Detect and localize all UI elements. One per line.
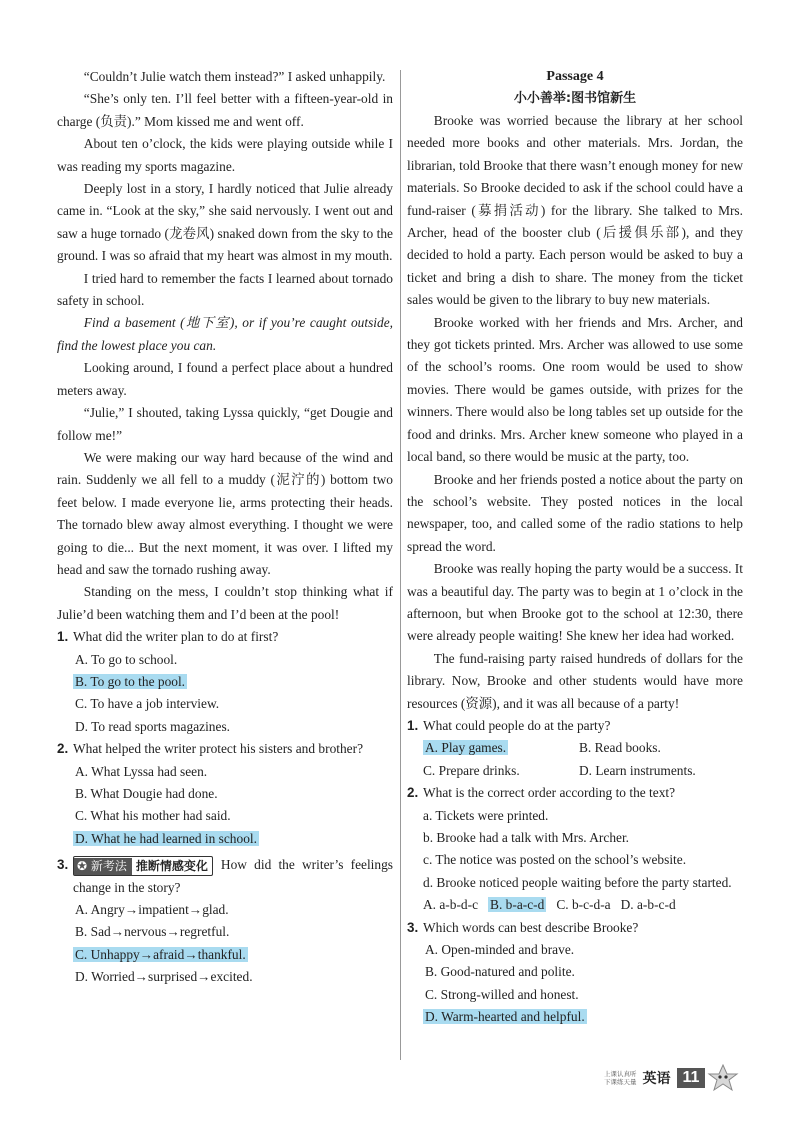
paragraph: About ten o’clock, the kids were playing outside while I was reading my sports magazine. <box>57 136 393 174</box>
question-text: What helped the writer protect his sisters and brother? <box>73 741 364 757</box>
paragraph: Brooke and her friends posted a notice about the party on the school’s website. They posted notices in the local newspaper, too, and called some of the radio stations to help spread the word. <box>407 471 743 554</box>
paragraph: “Couldn’t Julie watch them instead?” I asked unhappily. <box>83 69 386 84</box>
subject-label: 英语 <box>642 1071 671 1087</box>
paragraph-italic-quote: Find a basement (地下室), or if you’re caught outside, find the lowest place you can. <box>57 315 393 353</box>
event-item: d. Brooke noticed people waiting before the party started. <box>423 874 732 890</box>
option-d[interactable]: D. a-b-c-d <box>620 897 676 913</box>
option-b-answer[interactable]: B. b-a-c-d <box>490 897 545 913</box>
badge-label: 推断情感变化 <box>135 858 208 873</box>
option-c[interactable]: C. To have a job interview. <box>75 696 220 712</box>
question-number: 1. <box>407 717 419 733</box>
option-a[interactable]: A. Angry→impatient→glad. <box>75 902 229 918</box>
paragraph: We were making our way hard because of the wind and rain. Suddenly we all fell to a muddy (泥泞的) bottom two feet below. I made everyone lie, arms protecting their heads. The tornado blew away almost everything. I thought we were going to die... But the next moment, it was over. I lifted my head and saw the tornado rushing away. <box>57 449 393 577</box>
option-a[interactable]: A. To go to school. <box>75 651 178 667</box>
option-b[interactable]: B. Read books. <box>579 740 661 756</box>
question-2 <box>57 738 393 760</box>
passage-title: Passage 4 <box>546 69 604 84</box>
question-text: How did the writer’s feelings change in the story? <box>73 857 393 895</box>
option-a-answer[interactable]: A. Play games. <box>425 740 507 756</box>
new-method-badge <box>73 856 213 876</box>
option-d-answer[interactable]: D. Warm-hearted and helpful. <box>425 1009 585 1025</box>
right-column <box>407 66 743 1029</box>
option-d[interactable]: D. Learn instruments. <box>579 762 696 778</box>
options-grid <box>407 737 743 782</box>
option-b-answer[interactable]: B. To go to the pool. <box>75 673 186 689</box>
question-number: 2. <box>407 785 419 801</box>
option-d[interactable]: D. To read sports magazines. <box>75 718 230 734</box>
question-number: 1. <box>57 629 69 645</box>
paragraph: The fund-raising party raised hundreds of dollars for the library. Now, Brooke and other students would have more resources (资源), and it was all because of a party! <box>407 650 743 711</box>
option-c[interactable]: C. Prepare drinks. <box>423 762 520 778</box>
question-number: 3. <box>407 919 419 935</box>
badge-tag: ✪ 新考法 <box>74 858 132 875</box>
passage-subtitle: 小小善举:图书馆新生 <box>513 91 637 106</box>
event-item: c. The notice was posted on the school’s website. <box>423 852 687 868</box>
option-a[interactable]: A. a-b-d-c <box>423 897 479 913</box>
event-item: b. Brooke had a talk with Mrs. Archer. <box>423 830 630 845</box>
question-number: 3. <box>57 857 69 873</box>
option-b[interactable]: B. Good-natured and polite. <box>425 964 575 980</box>
paragraph: “Julie,” I shouted, taking Lyssa quickly, “get Dougie and follow me!” <box>57 405 393 443</box>
question-3 <box>407 917 743 939</box>
paragraph: Brooke was worried because the library at her school needed more books and other materials. Mrs. Jordan, the librarian, told Brooke that there wasn’t enough money for new materials. So Brooke decided to ask if the school could have a fund-raiser (募捐活动) for the library. She talked to Mrs. Archer, head of the booster club (后援俱乐部), and they decided to hold a party. Each person would be asked to buy a ticket and bring a dish to share. The money from the ticket sales would be given to the library to buy new materials. <box>407 113 743 308</box>
mascot-icon <box>707 1064 739 1092</box>
question-text: What did the writer plan to do at first? <box>73 629 279 645</box>
option-a[interactable]: A. Open-minded and brave. <box>425 942 575 958</box>
paragraph: Standing on the mess, I couldn’t stop thinking what if Julie’d been watching them and I’d been at the pool! <box>57 584 393 622</box>
question-1 <box>407 715 743 737</box>
page-footer <box>604 1066 739 1090</box>
question-3 <box>57 854 393 899</box>
event-item: a. Tickets were printed. <box>423 807 549 823</box>
paragraph: Brooke worked with her friends and Mrs. Archer, and they got tickets printed. Mrs. Archer was allowed to use some of the school’s rooms. One room would be used to show movies. There would be games outside, with prizes for the winners. There would also be long tables set up outside for the food and drinks. Mrs. Archer knew someone who played in a local band, so there would be music at the party, too. <box>407 314 743 465</box>
star-icon: ✪ <box>77 858 88 873</box>
paragraph: Looking around, I found a perfect place about a hundred meters away. <box>57 360 393 398</box>
option-b[interactable]: B. Sad→nervous→regretful. <box>75 924 230 940</box>
question-number: 2. <box>57 741 69 757</box>
question-text: Which words can best describe Brooke? <box>423 919 639 935</box>
question-2 <box>407 782 743 804</box>
options-row <box>407 894 743 916</box>
option-d[interactable]: D. Worried→surprised→excited. <box>75 969 253 985</box>
paragraph: I tried hard to remember the facts I learned about tornado safety in school. <box>57 270 393 309</box>
page-number: 11 <box>677 1068 706 1088</box>
option-b[interactable]: B. What Dougie had done. <box>75 786 218 801</box>
left-column <box>57 66 393 989</box>
option-d-answer[interactable]: D. What he had learned in school. <box>75 830 257 846</box>
option-c-answer[interactable]: C. Unhappy→afraid→thankful. <box>75 946 246 962</box>
column-divider <box>400 70 401 1060</box>
footer-slogan: 上课认真听 下课练天量 <box>604 1070 637 1086</box>
paragraph: “She’s only ten. I’ll feel better with a fifteen-year-old in charge (负责).” Mom kissed me and went off. <box>57 91 393 129</box>
question-1 <box>57 626 393 648</box>
option-c[interactable]: C. What his mother had said. <box>75 808 231 824</box>
question-text: What is the correct order according to the text? <box>423 785 676 801</box>
question-text: What could people do at the party? <box>423 717 611 733</box>
paragraph: Deeply lost in a story, I hardly noticed that Julie already came in. “Look at the sky,” she said nervously. I went out and saw a huge tornado (龙卷风) snaked down from the sky to the ground. I was so afraid that my heart was almost in my mouth. <box>57 181 393 264</box>
option-c[interactable]: C. Strong-willed and honest. <box>425 986 579 1002</box>
option-a[interactable]: A. What Lyssa had seen. <box>75 763 208 779</box>
option-c[interactable]: C. b-c-d-a <box>556 897 611 913</box>
paragraph: Brooke was really hoping the party would be a success. It was a beautiful day. The party was to begin at 1 o’clock in the afternoon, but when Brooke got to the school at 12:30, there were already people waiting! She knew her idea had worked. <box>407 561 743 644</box>
